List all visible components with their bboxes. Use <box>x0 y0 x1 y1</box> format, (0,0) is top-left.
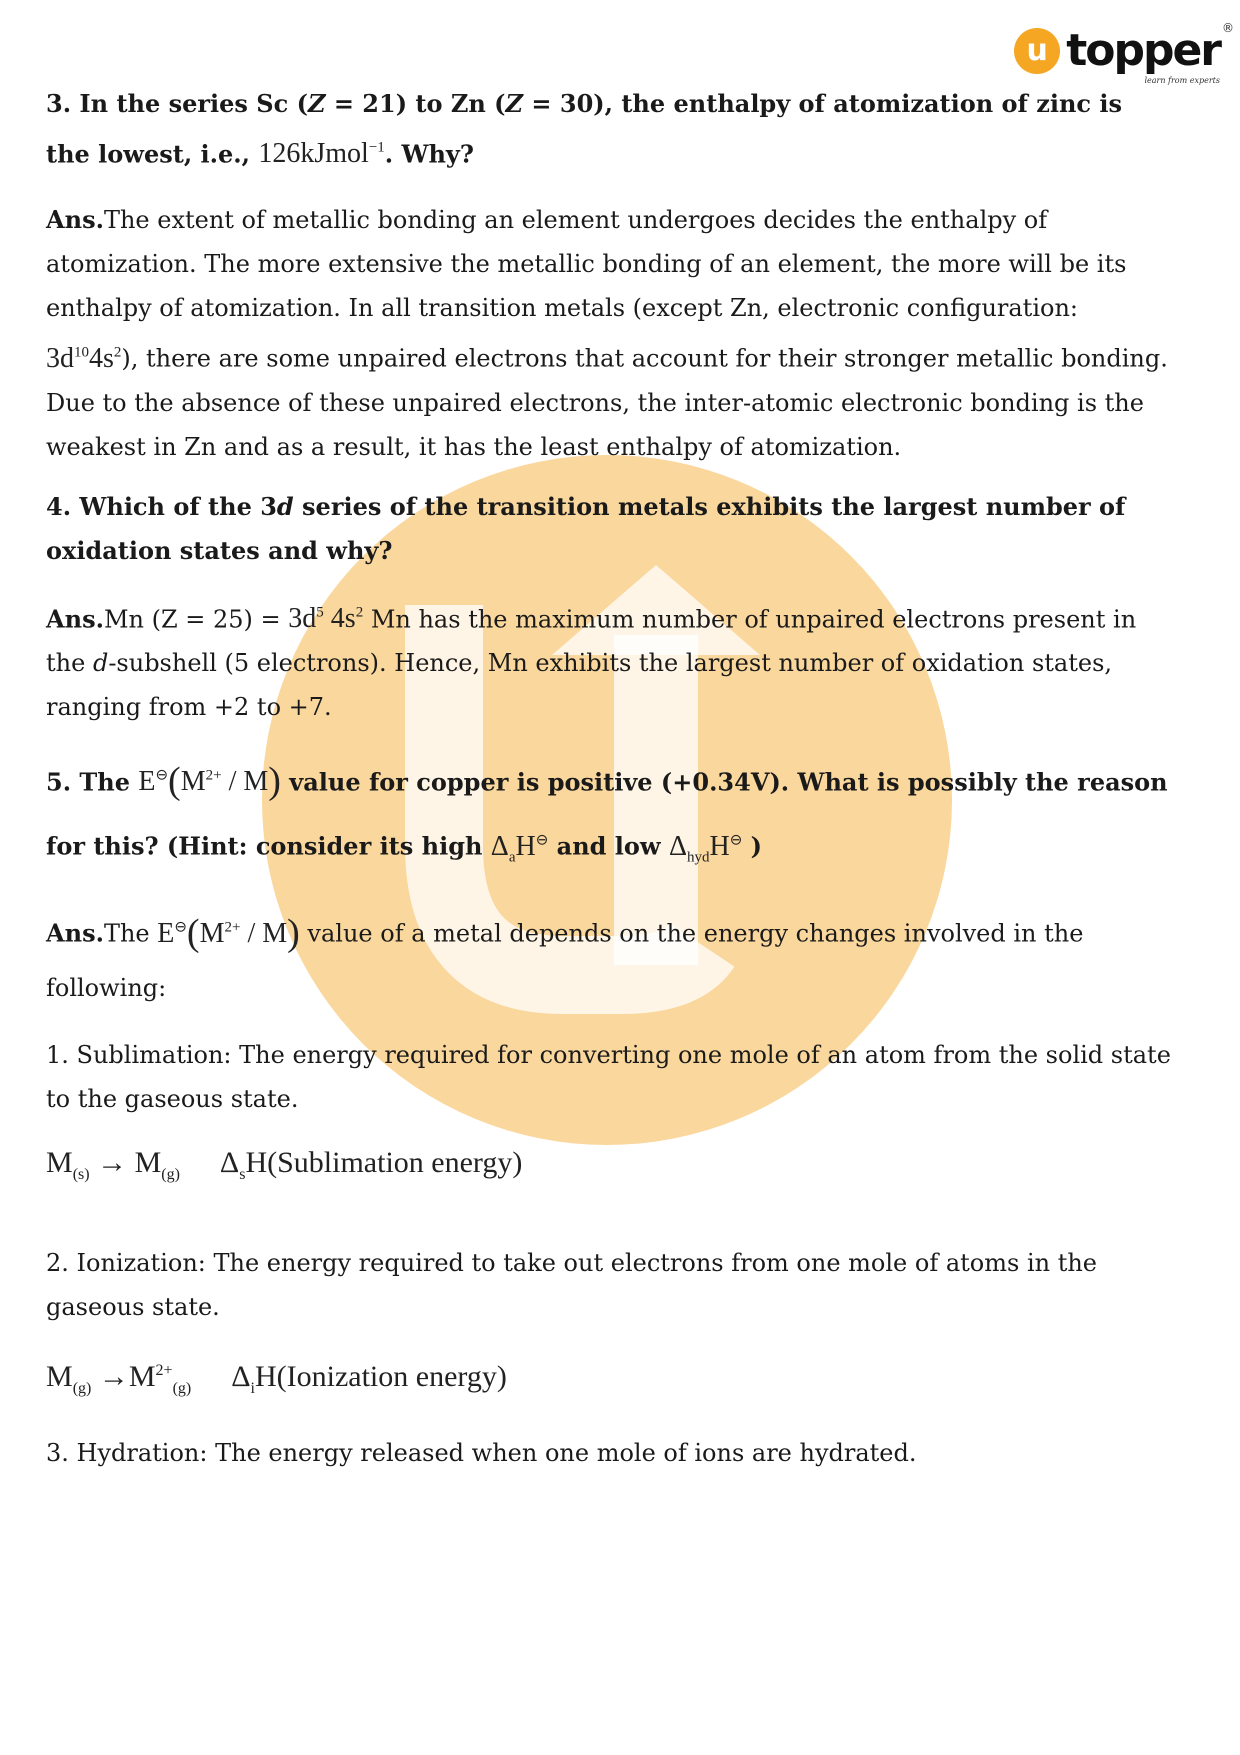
zn-configuration: $3d^{10}4s^2$ <box>46 342 122 374</box>
question-3: 3. In the series Sc (Z = 21) to Zn (Z = 30), the enthalpy of atomization of zinc is the lowest, i.e., 126kJmol$^{-1}$. Why? <box>46 89 1123 170</box>
electrode-potential-expression: $E^⊖(M^{2+} / M)$ <box>157 911 300 954</box>
step-sublimation: 1. Sublimation: The energy required for converting one mole of an atom from the solid state to the gaseous state. <box>46 1040 1171 1113</box>
step-hydration: 3. Hydration: The energy released when one mole of ions are hydrated. <box>46 1438 917 1467</box>
answer-5: Ans.The $E^⊖(M^{2+} / M)$ value of a metal depends on the energy changes involved in the following: <box>46 911 1084 1002</box>
atomization-enthalpy-symbol: $\Delta_aH^⊖$ <box>490 830 549 866</box>
question-4: 4. Which of the 3d series of the transition metals exhibits the largest number of oxidation states and why? <box>46 491 1126 565</box>
ans-label: Ans. <box>46 603 104 633</box>
registered-mark: ® <box>1222 21 1234 35</box>
mn-configuration: $3d^5$ $4s^2$ <box>288 602 364 634</box>
answer-3: Ans.The extent of metallic bonding an element undergoes decides the enthalpy of atomization. The more extensive the metallic bonding of an element, the more will be its enthalpy of atomization. In all transition metals (except Zn, electronic configuration: $3d^{10}4s^2$), there are some unpaired electrons that account for their stronger metallic bonding. Due to the absence of these unpaired electrons, the inter-atomic electronic bonding is the weakest in Zn and as a result, it has the least enthalpy of atomization. <box>46 205 1168 461</box>
brand-name: topper <box>1066 25 1220 76</box>
hydration-enthalpy-symbol: $\Delta_{hyd}H^⊖$ <box>668 830 743 866</box>
brand-logo <box>1014 21 1234 85</box>
sublimation-equation: $M_{(s)} \to M_{(g)}$ $\Delta_sH(Sublimation$ energy) <box>46 1145 523 1183</box>
electrode-potential-expression: $E^⊖(M^{2+} / M)$ <box>138 760 281 803</box>
atomization-value: 126kJmol$^{-1}$ <box>258 138 385 170</box>
brand-mark-icon: u <box>1014 28 1060 74</box>
ans-label: Ans. <box>46 918 104 948</box>
page-content <box>46 82 1174 1475</box>
question-5: 5. The $E^⊖(M^{2+} / M)$ value for copper is positive (+0.34V). What is possibly the reason for this? (Hint: consider its high $\Delta_aH^⊖$ and low $\Delta_{hyd}H^⊖$ ) <box>46 760 1168 866</box>
answer-4: Ans.Mn $(Z = 25) = 3d^5$ $4s^2$ Mn has the maximum number of unpaired electrons present in the d-subshell (5 electrons). Hence, Mn exhibits the largest number of oxidation states, ranging from +2 to +7. <box>46 602 1137 721</box>
ionization-equation: $M_{(g)} \to M^{2+}_{(g)}$ $\Delta_iH(Ionization$ energy) <box>46 1359 507 1397</box>
step-ionization: 2. Ionization: The energy required to take out electrons from one mole of atoms in the gaseous state. <box>46 1248 1098 1321</box>
brand-tagline: learn from experts <box>1144 76 1220 85</box>
ans-label: Ans. <box>46 205 104 235</box>
